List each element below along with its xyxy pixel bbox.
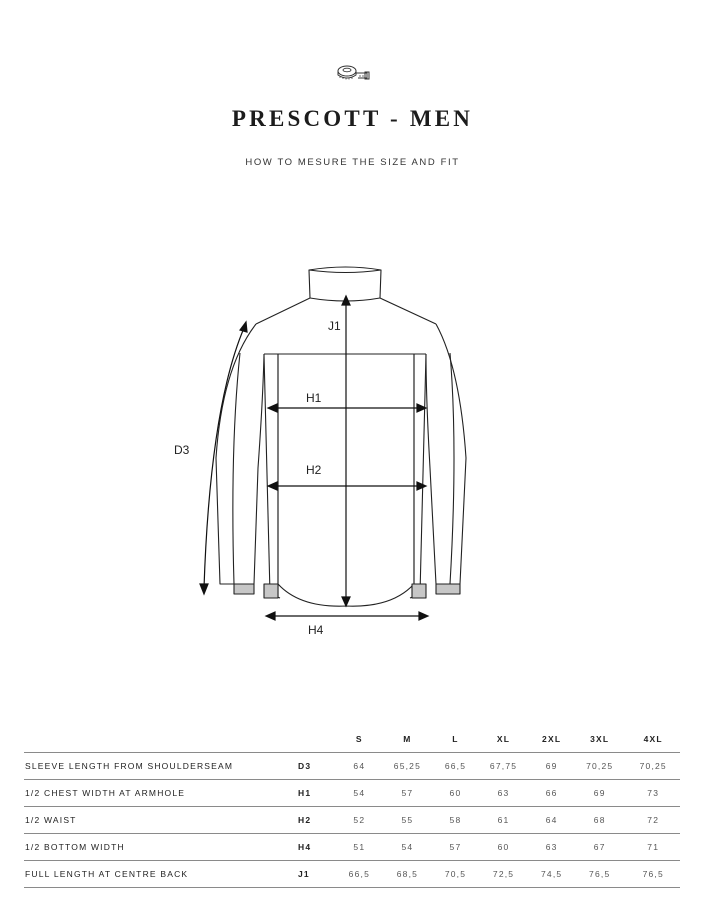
table-row [24,753,680,780]
table-cell: 72 [626,807,680,834]
size-header: L [434,726,477,753]
table-cell: 51 [338,834,381,861]
table-cell: 70,5 [434,861,477,888]
row-code: H2 [288,807,338,834]
row-label: 1/2 BOTTOM WIDTH [24,834,288,861]
table-cell: 63 [477,780,531,807]
table-row [24,780,680,807]
table-cell: 55 [381,807,435,834]
table-cell: 66,5 [434,753,477,780]
table-cell: 60 [434,780,477,807]
table-cell: 76,5 [573,861,627,888]
table-cell: 66 [530,780,573,807]
row-code: D3 [288,753,338,780]
table-cell: 65,25 [381,753,435,780]
table-cell: 57 [381,780,435,807]
table-cell: 76,5 [626,861,680,888]
jacket-diagram [160,258,500,648]
size-header: 3XL [573,726,627,753]
row-label: SLEEVE LENGTH FROM SHOULDERSEAM [24,753,288,780]
size-header: 4XL [626,726,680,753]
table-cell: 70,25 [573,753,627,780]
table-cell: 63 [530,834,573,861]
table-cell: 58 [434,807,477,834]
table-cell: 72,5 [477,861,531,888]
table-header-label-col [24,726,288,753]
page-subtitle: HOW TO MESURE THE SIZE AND FIT [245,157,460,168]
table-cell: 70,25 [626,753,680,780]
jacket-drawing [160,258,500,648]
table-row [24,861,680,888]
table-cell: 69 [573,780,627,807]
table-cell: 61 [477,807,531,834]
measuring-tape-icon [334,62,374,84]
size-header: S [338,726,381,753]
table-cell: 69 [530,753,573,780]
row-label: FULL LENGTH AT CENTRE BACK [24,861,288,888]
size-header: M [381,726,435,753]
table-cell: 52 [338,807,381,834]
row-label: 1/2 CHEST WIDTH AT ARMHOLE [24,780,288,807]
label-h2: H2 [306,463,322,477]
table-cell: 73 [626,780,680,807]
table-cell: 64 [338,753,381,780]
table-cell: 64 [530,807,573,834]
table-cell: 68,5 [381,861,435,888]
page-title: PRESCOTT - MEN [231,106,474,131]
table-cell: 60 [477,834,531,861]
table-header-code-col [288,726,338,753]
label-h1: H1 [306,391,322,405]
table-cell: 71 [626,834,680,861]
table-cell: 67 [573,834,627,861]
table-header-row [24,726,680,753]
table-cell: 67,75 [477,753,531,780]
label-d3: D3 [174,443,190,457]
row-code: J1 [288,861,338,888]
table-cell: 68 [573,807,627,834]
label-h4: H4 [308,623,324,637]
table-cell: 54 [338,780,381,807]
table-cell: 66,5 [338,861,381,888]
table-row [24,807,680,834]
table-cell: 54 [381,834,435,861]
row-code: H1 [288,780,338,807]
size-header: 2XL [530,726,573,753]
row-label: 1/2 WAIST [24,807,288,834]
size-chart-table [24,726,680,888]
table-row [24,834,680,861]
table-cell: 74,5 [530,861,573,888]
row-code: H4 [288,834,338,861]
label-j1: J1 [328,319,341,333]
size-header: XL [477,726,531,753]
table-cell: 57 [434,834,477,861]
